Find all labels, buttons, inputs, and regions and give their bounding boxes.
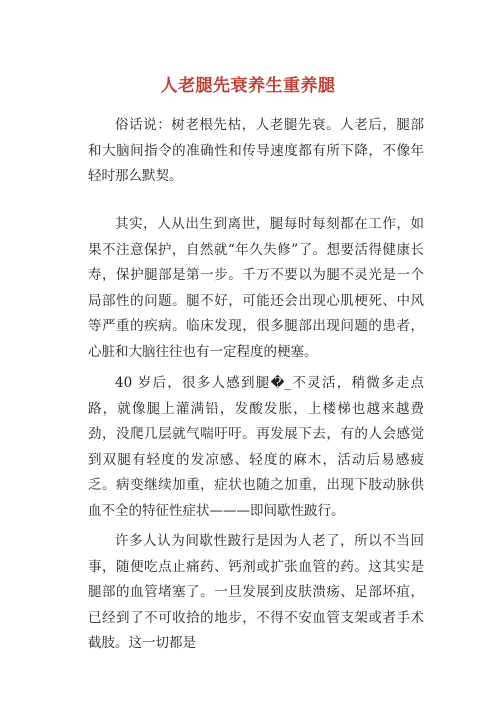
paragraph-4: 许多人认为间歇性跛行是因为人老了，所以不当回事，随便吃点止痛药、钙剂或扩张血管的药。这其实是腿部的血管堵塞了。一旦发展到皮肤溃疡、足部坏疽，已经到了不可收拾的地步，不得不安血管支架或者手术截肢。这一切都是	[88, 533, 424, 651]
paragraph-2: 其实，人从出生到离世，腿每时每刻都在工作，如果不注意保护，自然就“年久失修”了。想要活得健康长寿，保护腿部是第一步。千万不要以为腿不灵光是一个局部性的问题。腿不好，可能还会出现心肌梗死、中风等严重的疾病。临床发现，很多腿部出现问题的患者，心脏和大脑往往也有一定程度的梗塞。	[88, 216, 424, 360]
paragraph-3: 40 岁后，很多人感到腿�_不灵活，稍微多走点路，就像腿上灌满铅，发酸发胀，上楼梯也越来越费劲，没爬几层就气喘吁吁。再发展下去，有的人会感觉到双腿有轻度的发凉感、轻度的麻木，活动后易感疲乏。病变继续加重，症状也随之加重，出现下肢动脉供血不全的特征性症状———即间歇性跛行。	[88, 375, 424, 519]
document-title: 人老腿先衰养生重养腿	[160, 76, 336, 97]
paragraph-1: 俗话说：树老根先枯，人老腿先衰。人老后，腿部和大脑间指令的准确性和传导速度都有所下降，不像年轻时那么默契。	[88, 117, 424, 184]
